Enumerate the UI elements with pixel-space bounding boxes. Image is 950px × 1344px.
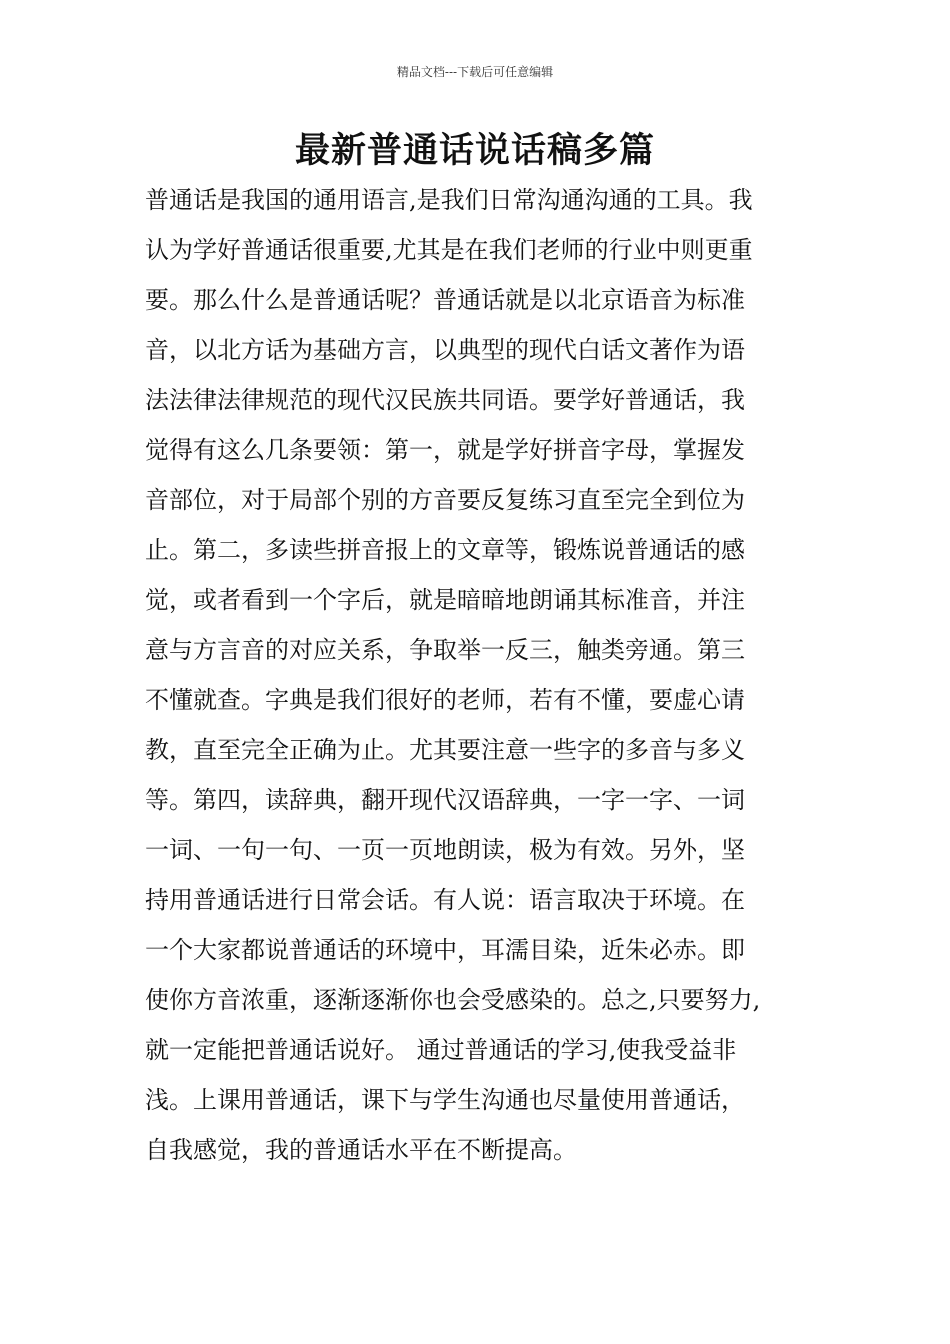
text-line: 意与方言音的对应关系，争取举一反三，触类旁通。第三 (145, 636, 745, 664)
text-line: 一个大家都说普通话的环境中，耳濡目染，近朱必赤。即 (145, 936, 745, 964)
header-note: 精品文档---下载后可任意编辑 (396, 65, 554, 79)
text-line: 音部位，对于局部个别的方音要反复练习直至完全到位为 (145, 486, 745, 514)
text-line: 法法律法律规范的现代汉民族共同语。要学好普通话，我 (145, 386, 745, 414)
text-line: 使你方音浓重，逐渐逐渐你也会受感染的。总之,只要努力, (145, 986, 761, 1014)
body-text (145, 175, 825, 1175)
text-line: 普通话是我国的通用语言,是我们日常沟通沟通的工具。我 (145, 186, 753, 214)
document-title: 最新普通话说话稿多篇 (294, 131, 655, 171)
text-line: 觉得有这么几条要领：第一，就是学好拼音字母，掌握发 (145, 436, 745, 464)
text-line: 要。那么什么是普通话呢？普通话就是以北京语音为标准 (145, 286, 745, 314)
text-line: 就一定能把普通话说好。 通过普通话的学习,使我受益非 (145, 1036, 737, 1064)
text-line: 认为学好普通话很重要,尤其是在我们老师的行业中则更重 (145, 236, 753, 264)
text-line: 等。第四，读辞典，翻开现代汉语辞典，一字一字、一词 (145, 786, 745, 814)
text-line: 浅。上课用普通话，课下与学生沟通也尽量使用普通话， (145, 1086, 745, 1114)
text-line: 不懂就查。字典是我们很好的老师，若有不懂，要虚心请 (145, 686, 745, 714)
text-line: 止。第二，多读些拼音报上的文章等，锻炼说普通话的感 (145, 536, 745, 564)
text-line: 音，以北方话为基础方言，以典型的现代白话文著作为语 (145, 336, 745, 364)
text-line: 持用普通话进行日常会话。有人说：语言取决于环境。在 (145, 886, 745, 914)
text-line: 自我感觉，我的普通话水平在不断提高。 (145, 1136, 577, 1164)
text-line: 觉，或者看到一个字后，就是暗暗地朗诵其标准音，并注 (145, 586, 745, 614)
text-line: 教，直至完全正确为止。尤其要注意一些字的多音与多义 (145, 736, 745, 764)
text-line: 一词、一句一句、一页一页地朗读，极为有效。另外，坚 (145, 836, 745, 864)
